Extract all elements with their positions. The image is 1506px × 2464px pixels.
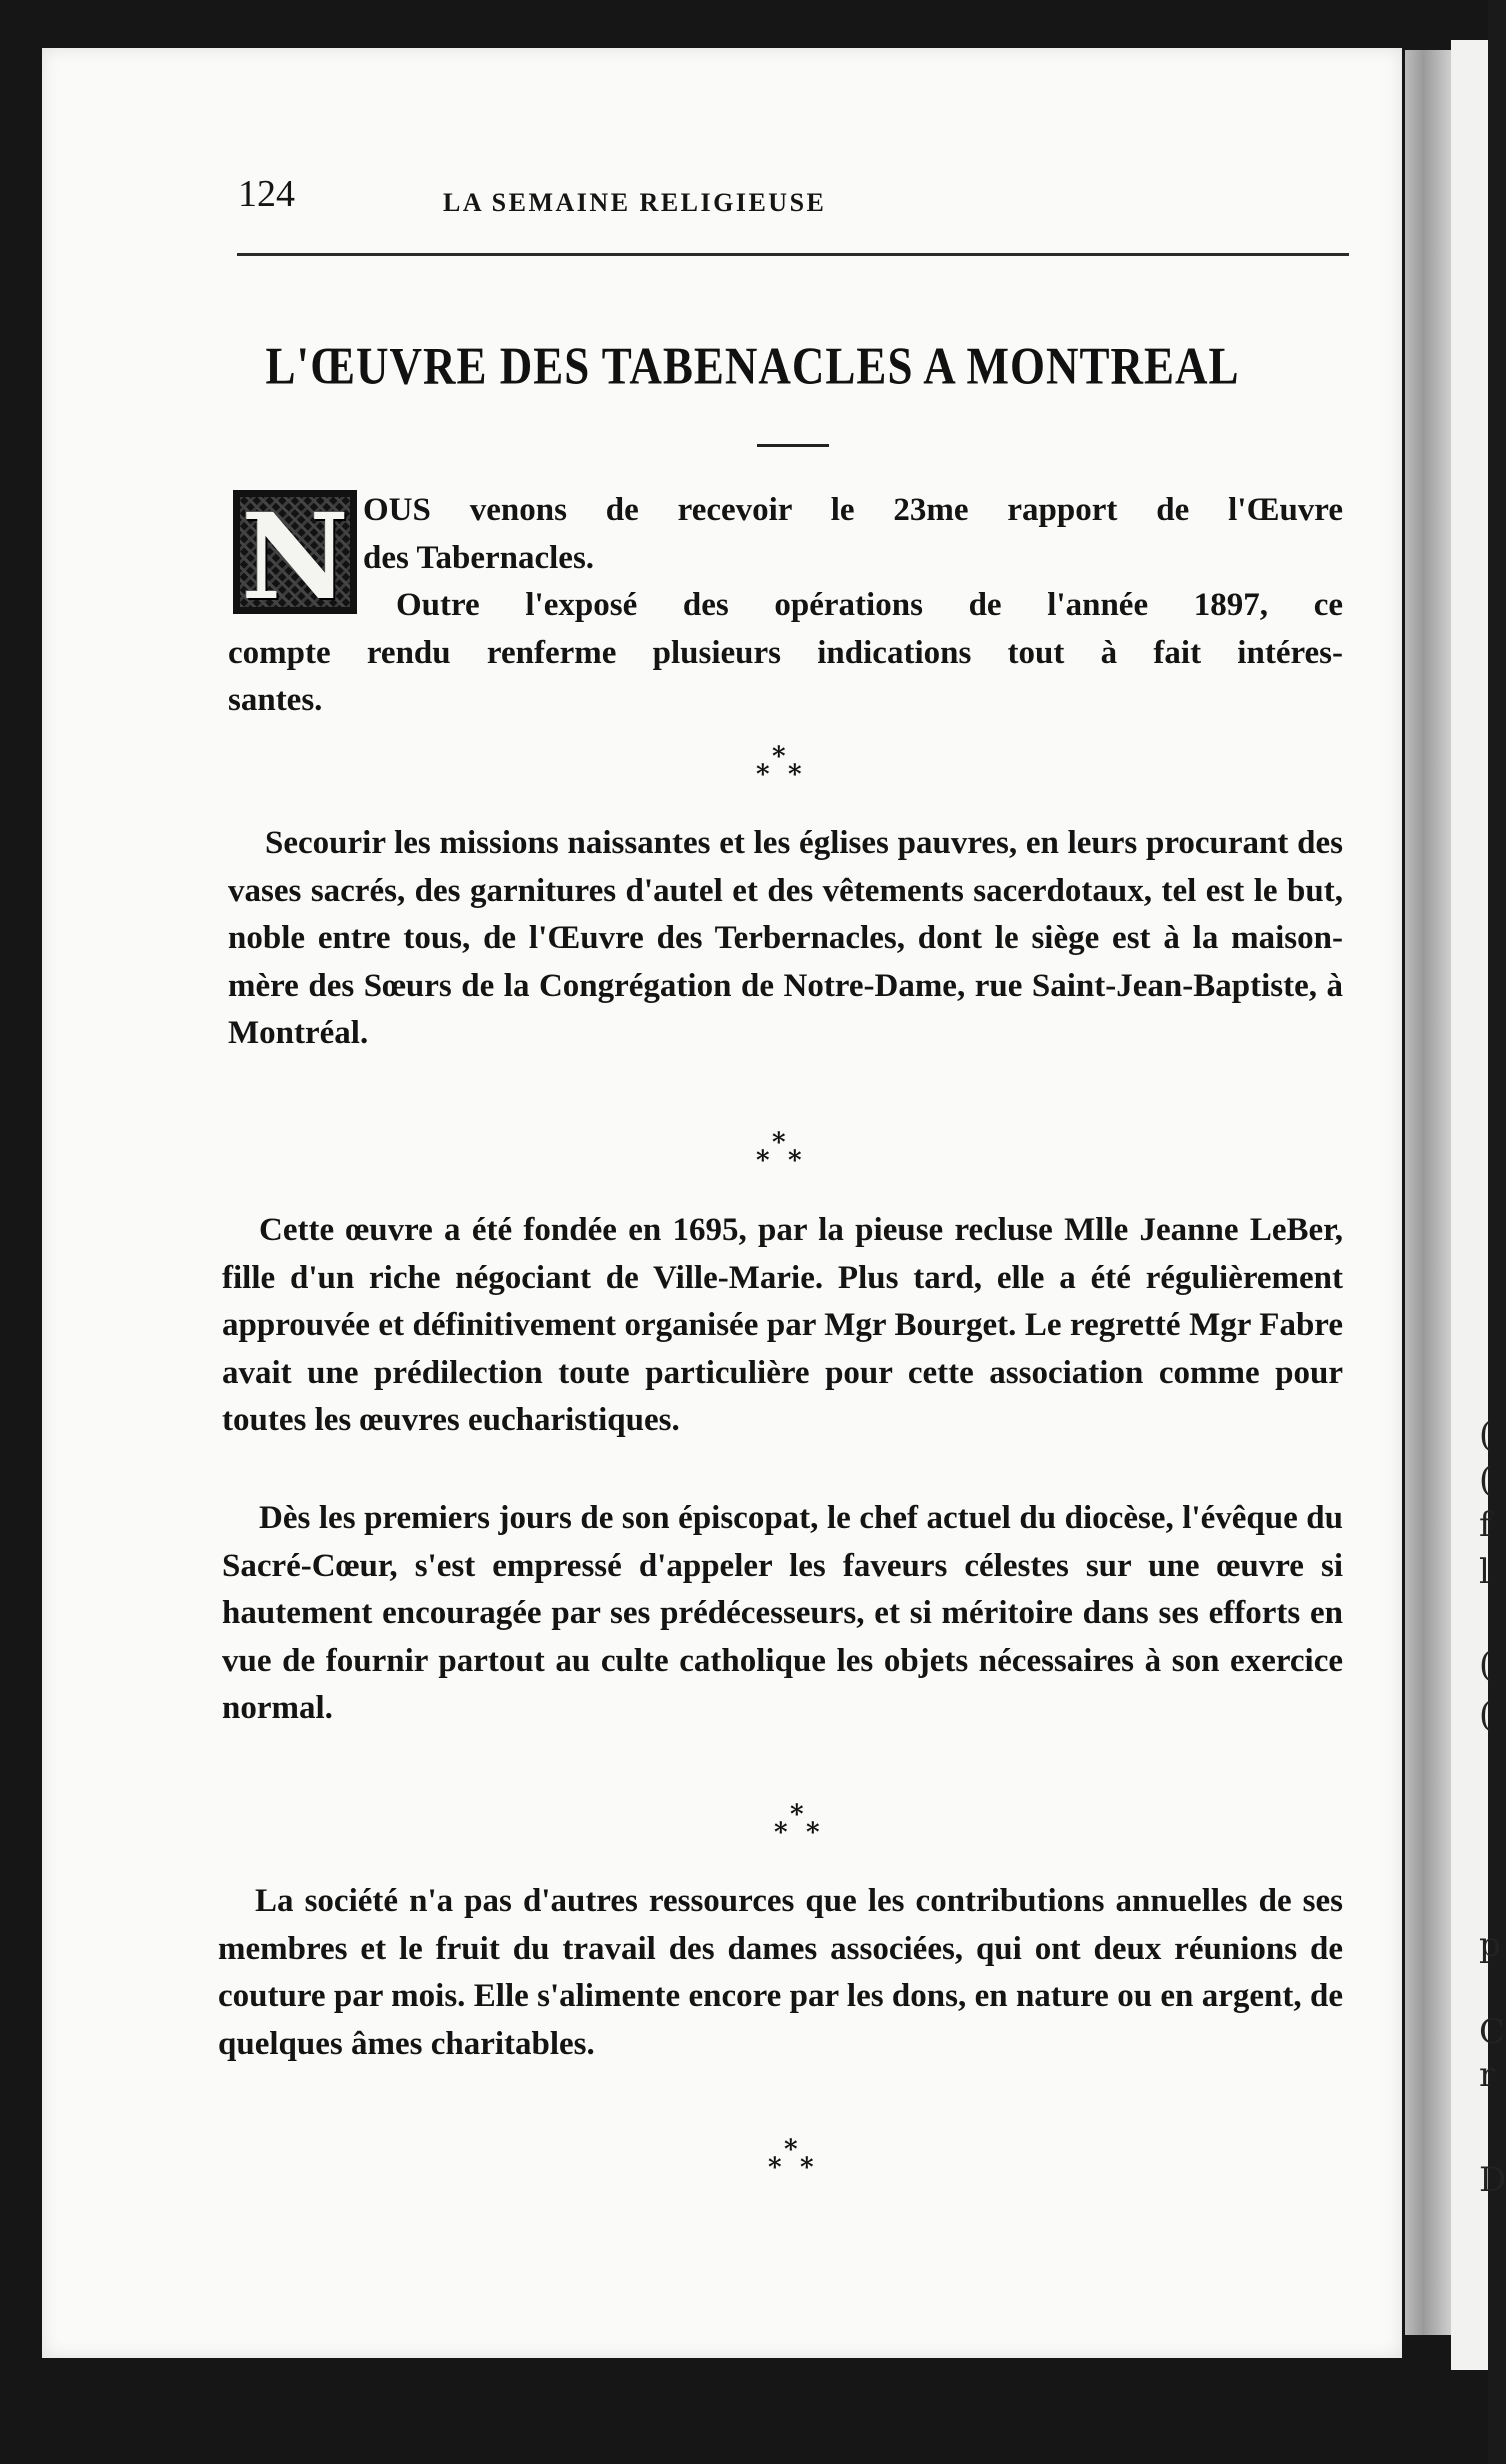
title-rule [757, 444, 829, 447]
asterism-separator: * * * [768, 2135, 814, 2183]
facing-page-fragment: l [1479, 1552, 1490, 1592]
facing-page-fragment: ( [1479, 1695, 1493, 1735]
facing-page-fragment: C [1479, 2012, 1506, 2052]
page-edge-shadow [1405, 50, 1451, 2335]
header-rule [237, 253, 1349, 256]
asterism-separator: * * * [756, 742, 802, 790]
intro-paragraph [228, 487, 1343, 725]
article-title: L'ŒUVRE DES TABENACLES A MONTREAL [265, 336, 1240, 396]
asterism-separator: * * * [774, 1800, 820, 1848]
paragraph-bishop: Dès les premiers jours de son épiscopat, le chef actuel du diocèse, l'évêque du Sacré-Cœur, s'est empressé d'appeler les faveurs célestes sur une œuvre si hautement encouragée par ses prédécesseurs, et si méritoire dans ses efforts en vue de fournir partout au culte catholique les objets nécessaires à son exercice normal. [222, 1500, 1343, 1726]
intro-line: compte rendu renferme plusieurs indications tout à fait intéres- [228, 634, 1343, 671]
running-head [195, 170, 1350, 260]
intro-line: OUS venons de recevoir le 23me rapport de l'Œuvre [363, 492, 1343, 528]
journal-title: LA SEMAINE RELIGIEUSE [443, 188, 827, 217]
facing-page-fragment: p [1479, 1925, 1501, 1965]
facing-page-fragment: r [1479, 2055, 1496, 2095]
facing-page-fragment: D [1479, 2160, 1506, 2200]
facing-page-fragment: ( [1479, 1460, 1493, 1500]
paragraph-history: Cette œuvre a été fondée en 1695, par la pieuse recluse Mlle Jeanne LeBer, fille d'un riche négociant de Ville-Marie. Plus tard, elle a été régulièrement approuvée et définitivement organisée par Mgr Bourget. Le regretté Mgr Fabre avait une prédilection toute particulière pour cette association comme pour toutes les œuvres eucharistiques. [222, 1212, 1343, 1438]
facing-page-fragment: f [1479, 1505, 1492, 1545]
facing-page-edge [1451, 40, 1506, 2370]
intro-line: santes. [228, 682, 323, 718]
page-number: 124 [238, 173, 295, 215]
intro-line: des Tabernacles. [363, 539, 595, 576]
drop-cap-letter: N [241, 487, 349, 626]
paragraph-purpose: Secourir les missions naissantes et les églises pauvres, en leurs procurant des vases sacrés, des garnitures d'autel et des vêtements sacerdotaux, tel est le but, noble entre tous, de l'Œuvre des Terbernacles, dont le siège est à la maison-mère des Sœurs de la Congrégation de Notre-Dame, rue Saint-Jean-Baptiste, à Montréal. [228, 825, 1343, 1051]
facing-page-fragment: ( [1479, 1415, 1493, 1455]
asterism-separator: * * * [756, 1128, 802, 1176]
facing-page-fragment: ( [1479, 1645, 1493, 1685]
intro-line: Outre l'exposé des opérations de l'année 1897, ce [396, 587, 1343, 623]
paragraph-resources: La société n'a pas d'autres ressources que les contributions annuelles de ses membres et le fruit du travail des dames associées, qui ont deux réunions de couture par mois. Elle s'alimente encore par les dons, en nature ou en argent, de quelques âmes charitables. [218, 1883, 1343, 2062]
